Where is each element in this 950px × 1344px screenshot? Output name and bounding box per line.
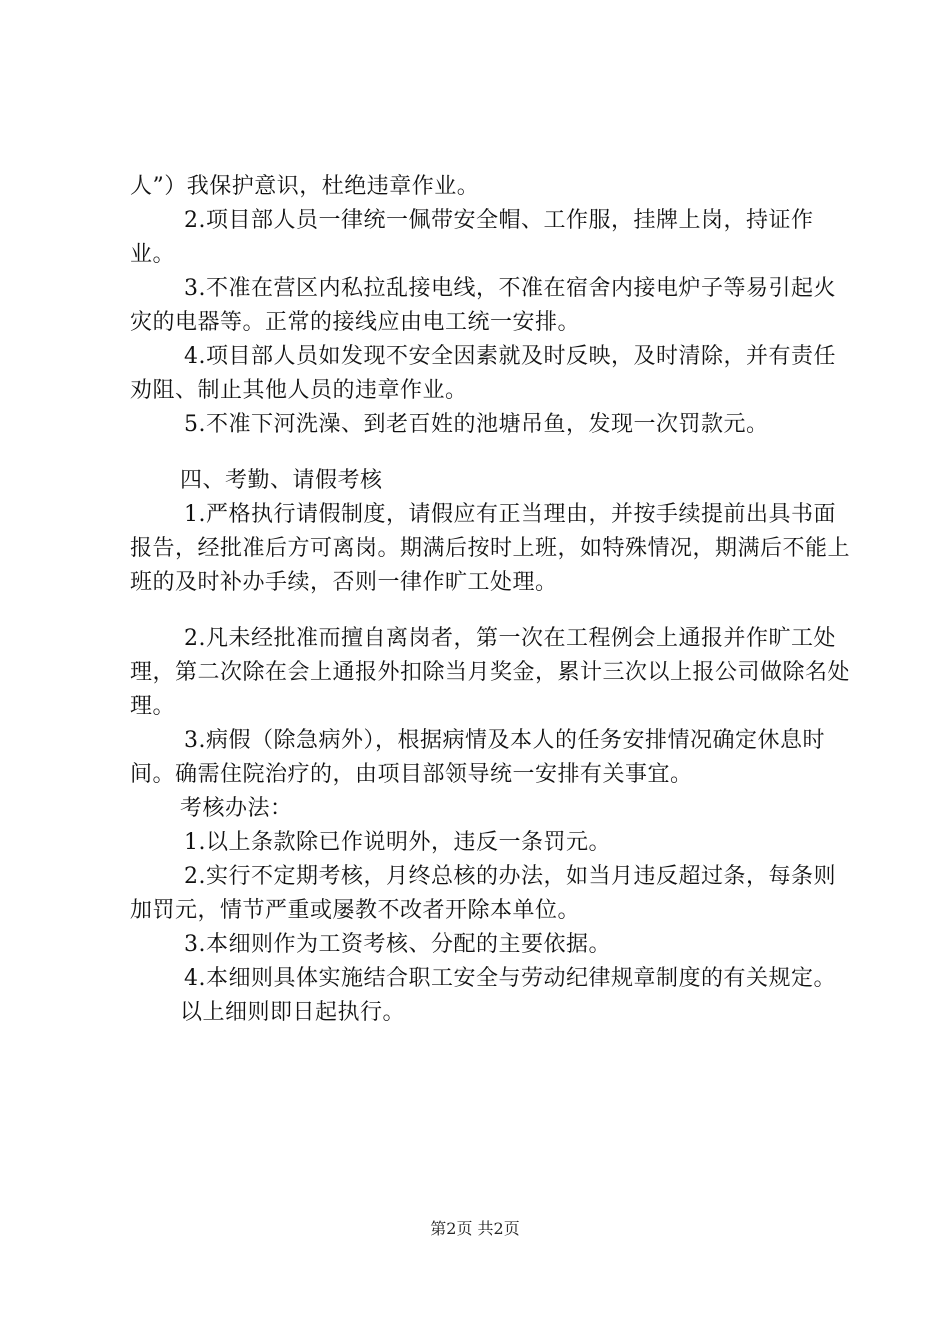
closing-statement: 以上细则即日起执行。 xyxy=(180,1000,406,1025)
subsection-heading: 考核办法： xyxy=(180,796,293,821)
section-heading: 四、考勤、请假考核 xyxy=(180,468,383,493)
paragraph-item: 2.凡未经批准而擅自离岗者，第一次在工程例会上通报并作旷工处理，第二次除在会上通报外扣除当月奖金，累计三次以上报公司做除名处理。 xyxy=(130,626,851,719)
paragraph-item: 1.严格执行请假制度，请假应有正当理由，并按手续提前出具书面报告，经批准后方可离岗。期满后按时上班，如特殊情况，期满后不能上班的及时补办手续，否则一律作旷工处理。 xyxy=(130,502,851,595)
page-number: 第2页 共2页 xyxy=(430,1219,520,1238)
paragraph-item: 2.项目部人员一律统一佩带安全帽、工作服，挂牌上岗，持证作业。 xyxy=(130,208,814,267)
paragraph-item: 5.不准下河洗澡、到老百姓的池塘吊鱼，发现一次罚款元。 xyxy=(184,412,769,437)
page-footer xyxy=(0,1218,950,1240)
paragraph-item: 4.项目部人员如发现不安全因素就及时反映，及时清除，并有责任劝阻、制止其他人员的违章作业。 xyxy=(130,344,836,403)
paragraph-item: 3.本细则作为工资考核、分配的主要依据。 xyxy=(184,932,611,957)
paragraph-item: 4.本细则具体实施结合职工安全与劳动纪律规章制度的有关规定。 xyxy=(184,966,836,991)
paragraph-item: 2.实行不定期考核，月终总核的办法，如当月违反超过条，每条则加罚元，情节严重或屡教不改者开除本单位。 xyxy=(130,864,836,923)
document-body xyxy=(130,170,850,1030)
paragraph-continuation: 人”）我保护意识，杜绝违章作业。 xyxy=(130,174,480,199)
paragraph-item: 3.不准在营区内私拉乱接电线，不准在宿舍内接电炉子等易引起火灾的电器等。正常的接线应由电工统一安排。 xyxy=(130,276,836,335)
paragraph-item: 3.病假（除急病外），根据病情及本人的任务安排情况确定休息时间。确需住院治疗的，由项目部领导统一安排有关事宜。 xyxy=(130,728,825,787)
paragraph-item: 1.以上条款除已作说明外，违反一条罚元。 xyxy=(184,830,611,855)
